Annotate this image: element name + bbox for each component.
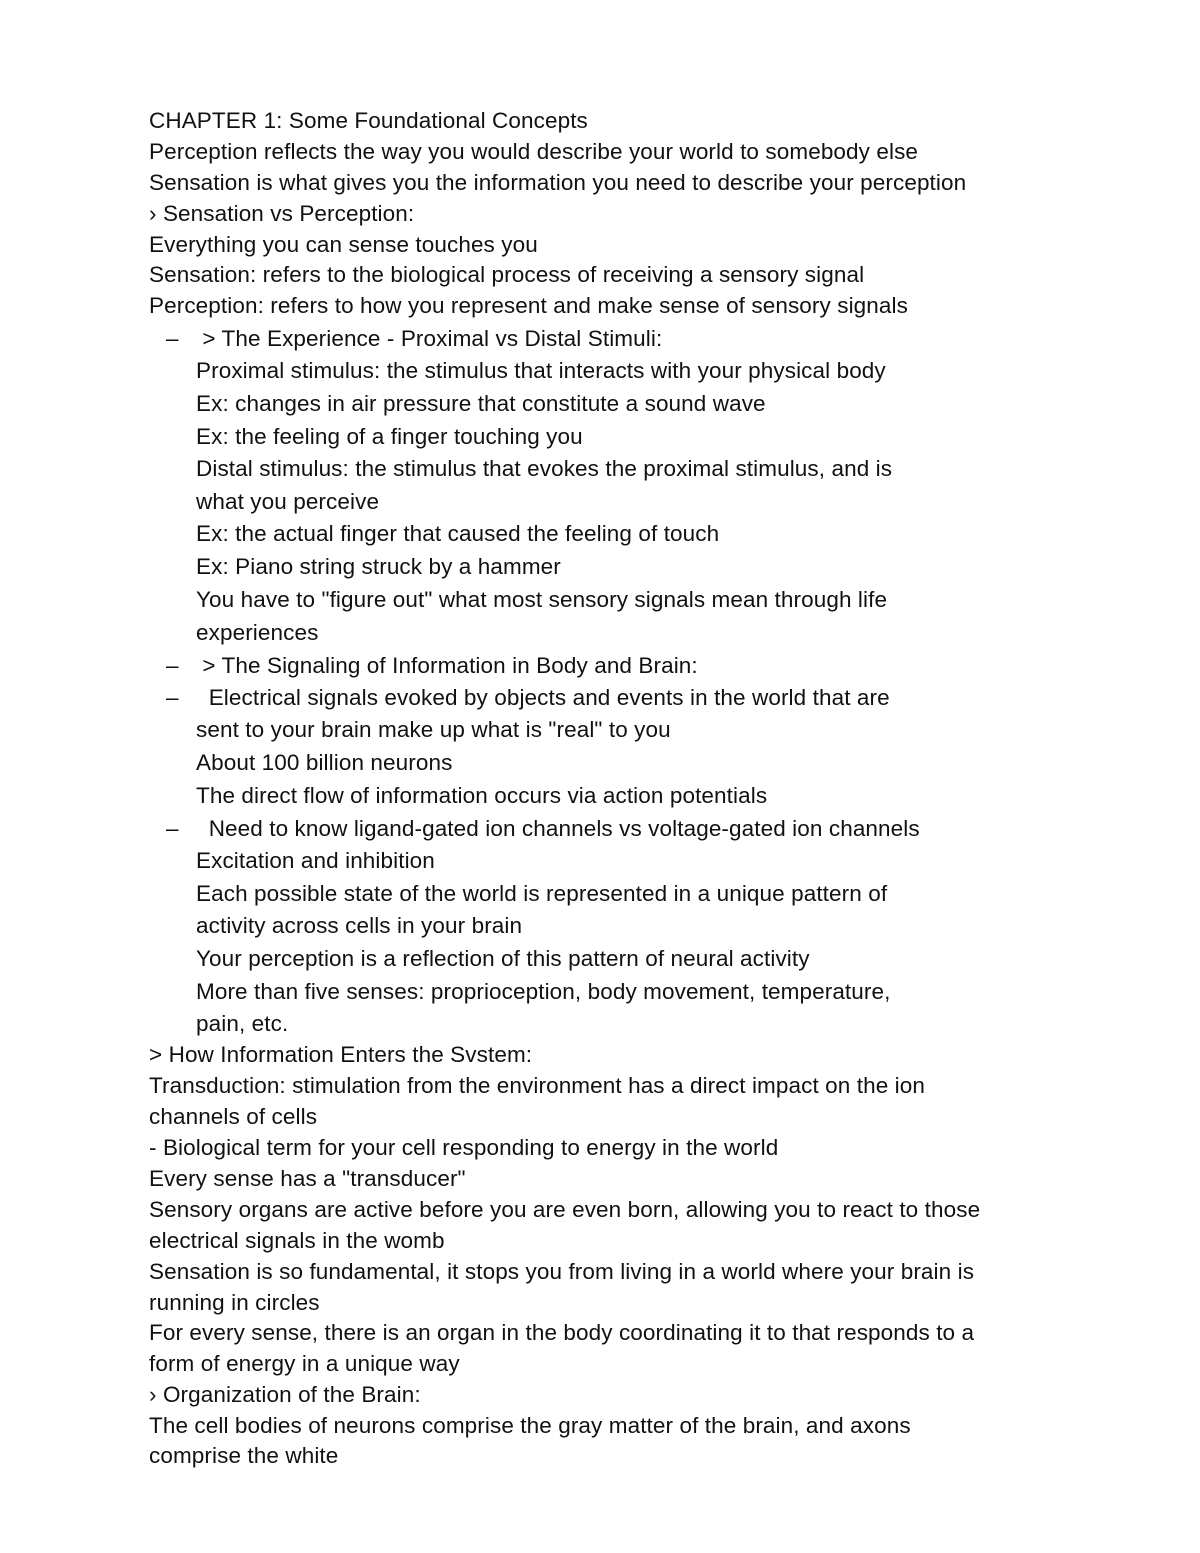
subsection-heading: > The Experience - Proximal vs Distal Stimuli: [196,326,663,351]
text-line: Ex: Piano string struck by a hammer [196,554,561,579]
text-line: running in circles [149,1290,320,1315]
text-line: Distal stimulus: the stimulus that evokes the proximal stimulus, and is [196,456,893,481]
section-heading: › Sensation vs Perception: [149,201,415,226]
text-line: pain, etc. [196,1011,289,1036]
subsection-heading: > The Signaling of Information in Body and Brain: [196,653,698,678]
text-line: Sensation: refers to the biological process of receiving a sensory signal [149,262,865,287]
text-line: channels of cells [149,1104,318,1129]
text-line: The cell bodies of neurons comprise the gray matter of the brain, and axons [149,1413,911,1438]
text-line: The direct flow of information occurs via action potentials [196,783,768,808]
text-line: activity across cells in your brain [196,913,523,938]
section-heading: › Organization of the Brain: [149,1382,421,1407]
text-line: Sensory organs are active before you are even born, allowing you to react to those [149,1197,981,1222]
text-line: electrical signals in the womb [149,1228,445,1253]
chapter-title: CHAPTER 1: Some Foundational Concepts [149,108,588,133]
text-line: Sensation is what gives you the information you need to describe your perception [149,170,967,195]
text-line: - Biological term for your cell responding to energy in the world [149,1135,779,1160]
text-line: experiences [196,620,319,645]
list-dash: – [166,653,179,678]
text-line: Perception reflects the way you would describe your world to somebody else [149,139,919,164]
section-heading: > How Information Enters the Svstem: [149,1042,533,1067]
text-line: More than five senses: proprioception, body movement, temperature, [196,979,891,1004]
text-line: Need to know ligand-gated ion channels vs voltage-gated ion channels [196,816,920,841]
text-line: Transduction: stimulation from the environment has a direct impact on the ion [149,1073,925,1098]
text-line: Everything you can sense touches you [149,232,538,257]
list-dash: – [166,816,179,841]
list-dash: – [166,326,179,351]
text-line: Proximal stimulus: the stimulus that interacts with your physical body [196,358,886,383]
text-line: Sensation is so fundamental, it stops you from living in a world where your brain is [149,1259,975,1284]
text-line: comprise the white [149,1443,339,1468]
text-line: Ex: the actual finger that caused the feeling of touch [196,521,720,546]
text-line: Your perception is a reflection of this pattern of neural activity [196,946,810,971]
text-line: Every sense has a "transducer" [149,1166,466,1191]
text-line: For every sense, there is an organ in the body coordinating it to that responds to a [149,1320,975,1345]
text-line: sent to your brain make up what is "real" to you [196,717,671,742]
text-line: You have to "figure out" what most sensory signals mean through life [196,587,888,612]
text-line: Ex: the feeling of a finger touching you [196,424,583,449]
text-line: Ex: changes in air pressure that constitute a sound wave [196,391,766,416]
text-line: Excitation and inhibition [196,848,435,873]
text-line: About 100 billion neurons [196,750,453,775]
text-line: Electrical signals evoked by objects and events in the world that are [196,685,890,710]
text-line: form of energy in a unique way [149,1351,460,1376]
text-line: Perception: refers to how you represent and make sense of sensory signals [149,293,908,318]
text-line: Each possible state of the world is represented in a unique pattern of [196,881,888,906]
list-dash: – [166,685,179,710]
text-line: what you perceive [196,489,380,514]
